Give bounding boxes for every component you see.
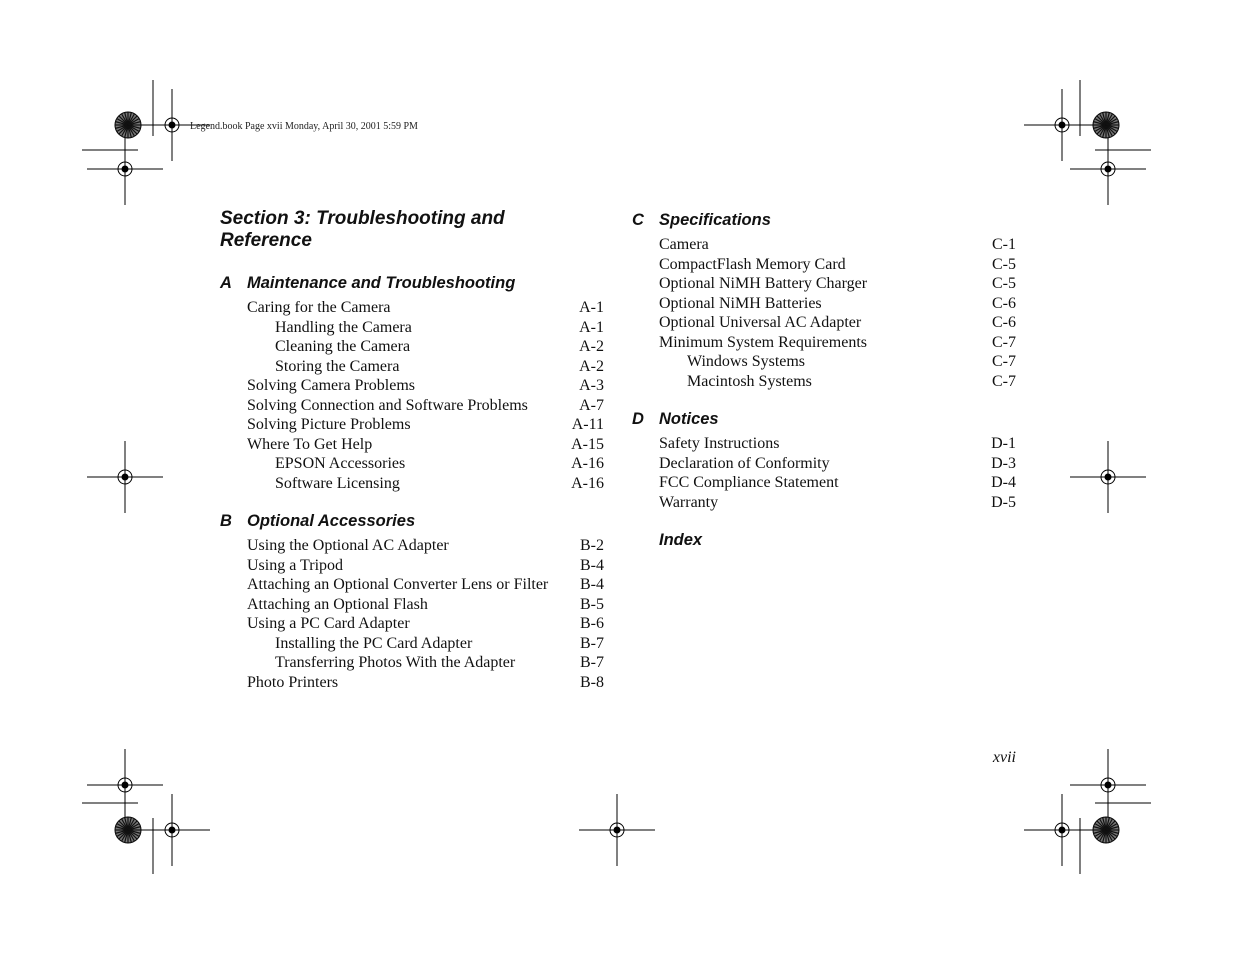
- toc-entry-title: Macintosh Systems: [687, 372, 812, 390]
- toc-entry[interactable]: [632, 313, 1016, 333]
- toc-section-name: Specifications: [659, 211, 771, 229]
- toc-entry-page: C-5: [992, 275, 1016, 292]
- toc-entry-list: [632, 434, 1016, 512]
- toc-left-column: [220, 208, 604, 692]
- toc-entry-title: Attaching an Optional Converter Lens or Filter: [247, 576, 549, 593]
- toc-section-letter: B: [220, 512, 232, 530]
- toc-entry-page: A-15: [571, 435, 604, 453]
- toc-entry-title: Windows Systems: [687, 353, 806, 370]
- toc-entry-page: C-6: [992, 294, 1016, 312]
- toc-section-heading[interactable]: [220, 272, 604, 294]
- toc-entry-page: B-2: [580, 537, 604, 554]
- toc-entry-title: Optional NiMH Batteries: [659, 294, 822, 312]
- toc-section-name: Maintenance and Troubleshooting: [247, 274, 516, 292]
- toc-entry-title: Transferring Photos With the Adapter: [275, 654, 516, 671]
- toc-entry-title: Solving Connection and Software Problems: [247, 396, 528, 414]
- toc-entry[interactable]: [632, 493, 1016, 513]
- toc-entry-page: C-5: [992, 255, 1016, 273]
- toc-entry[interactable]: [632, 255, 1016, 275]
- toc-entry-page: C-7: [992, 353, 1016, 370]
- toc-entry-title: Using a PC Card Adapter: [247, 615, 410, 632]
- star-target-icon: [115, 112, 141, 138]
- toc-entry[interactable]: [632, 473, 1016, 493]
- star-target-icon: [1093, 817, 1119, 843]
- toc-entry-title: Storing the Camera: [275, 357, 400, 375]
- toc-entry-title: Attaching an Optional Flash: [247, 595, 428, 613]
- toc-entry-page: D-1: [991, 435, 1016, 452]
- toc-entry-page: D-5: [991, 493, 1016, 511]
- toc-entry[interactable]: [220, 536, 604, 556]
- registration-mark-icon: [1070, 749, 1146, 821]
- toc-entry-page: B-4: [580, 556, 604, 574]
- star-target-icon: [1093, 112, 1119, 138]
- toc-entry-page: D-4: [991, 474, 1016, 491]
- toc-entry-list: [220, 536, 604, 692]
- toc-entry-page: C-7: [992, 333, 1016, 351]
- toc-entry-page: B-7: [580, 654, 604, 671]
- toc-entry-page: A-11: [571, 416, 604, 433]
- toc-entry-title: Using a Tripod: [247, 556, 344, 574]
- toc-entry-page: A-7: [579, 396, 604, 414]
- registration-mark-icon: [87, 133, 163, 205]
- toc-entry[interactable]: [220, 376, 604, 396]
- toc-section-heading[interactable]: [632, 529, 1016, 551]
- toc-section-heading[interactable]: [632, 209, 1016, 231]
- toc-entry-title: Solving Camera Problems: [247, 377, 415, 394]
- toc-entry[interactable]: [220, 298, 604, 318]
- toc-entry[interactable]: [632, 294, 1016, 314]
- registration-mark-icon: [87, 749, 163, 821]
- star-target-icon: [115, 817, 141, 843]
- toc-entry-list: [220, 298, 604, 493]
- toc-entry-page: C-6: [992, 314, 1016, 331]
- toc-section-heading[interactable]: [632, 408, 1016, 430]
- toc-entry-page: C-1: [992, 236, 1016, 253]
- toc-entry-title: Installing the PC Card Adapter: [275, 634, 473, 652]
- toc-entry-title: Handling the Camera: [275, 318, 412, 336]
- toc-entry[interactable]: [632, 434, 1016, 454]
- toc-entry-title: Using the Optional AC Adapter: [247, 537, 449, 554]
- toc-entry[interactable]: [220, 357, 604, 377]
- section-title-line-1: Section 3: Troubleshooting and: [220, 208, 505, 229]
- toc-entry[interactable]: [220, 634, 604, 654]
- toc-entry[interactable]: [220, 396, 604, 416]
- registration-mark-icon: [1070, 441, 1146, 513]
- print-slug-header: Legend.book Page xvii Monday, April 30, 2001 5:59 PM: [190, 121, 418, 132]
- toc-entry-page: A-2: [579, 357, 604, 375]
- toc-entry-page: B-8: [580, 673, 604, 691]
- toc-entry-title: EPSON Accessories: [275, 455, 406, 472]
- toc-entry-page: A-2: [579, 338, 604, 355]
- toc-entry-page: A-3: [579, 377, 604, 394]
- toc-entry-title: Optional Universal AC Adapter: [659, 314, 862, 331]
- toc-entry-page: B-6: [580, 615, 604, 632]
- toc-entry[interactable]: [220, 435, 604, 455]
- toc-entry-title: FCC Compliance Statement: [659, 474, 839, 491]
- toc-entry[interactable]: [632, 352, 1016, 372]
- toc-entry-page: B-4: [580, 576, 604, 593]
- toc-entry-title: Caring for the Camera: [247, 299, 391, 316]
- toc-entry[interactable]: [220, 614, 604, 634]
- toc-entry[interactable]: [632, 333, 1016, 353]
- toc-entry-page: B-5: [580, 595, 604, 613]
- toc-section-letter: C: [632, 211, 644, 229]
- toc-entry[interactable]: [220, 415, 604, 435]
- toc-entry[interactable]: [632, 235, 1016, 255]
- toc-entry-list: [632, 235, 1016, 391]
- toc-entry-page: C-7: [992, 372, 1016, 390]
- toc-section-letter: D: [632, 410, 644, 428]
- toc-entry[interactable]: [220, 454, 604, 474]
- toc-entry[interactable]: [632, 274, 1016, 294]
- toc-entry-page: A-1: [579, 318, 604, 336]
- toc-right-sections: [632, 209, 1016, 551]
- toc-entry[interactable]: [220, 673, 604, 693]
- registration-mark-icon: [1070, 133, 1146, 205]
- toc-section-letter: A: [220, 274, 232, 292]
- toc-entry-title: Cleaning the Camera: [275, 338, 411, 355]
- toc-entry-page: A-16: [571, 474, 604, 492]
- toc-entry[interactable]: [632, 372, 1016, 392]
- toc-entry-page: A-1: [579, 299, 604, 316]
- toc-entry-page: D-3: [991, 454, 1016, 472]
- section-title-line-2: Reference: [220, 230, 312, 251]
- toc-entry-title: Software Licensing: [275, 474, 400, 492]
- toc-entry-title: Declaration of Conformity: [659, 454, 830, 472]
- toc-entry-title: Photo Printers: [247, 673, 339, 691]
- toc-entry-page: A-16: [571, 455, 604, 472]
- toc-entry-title: Minimum System Requirements: [659, 333, 867, 351]
- registration-mark-icon: [1024, 794, 1100, 866]
- toc-entry[interactable]: [220, 575, 604, 595]
- toc-entry[interactable]: [220, 653, 604, 673]
- registration-mark-icon: [579, 794, 655, 866]
- toc-entry[interactable]: [220, 318, 604, 338]
- toc-entry-title: Warranty: [659, 493, 719, 511]
- toc-section-heading[interactable]: [220, 510, 604, 532]
- toc-section-name: Notices: [659, 410, 719, 428]
- toc-right-column: [632, 208, 1016, 555]
- toc-entry[interactable]: [220, 595, 604, 615]
- toc-entry-title: Safety Instructions: [659, 435, 780, 452]
- toc-entry-title: Where To Get Help: [247, 435, 373, 453]
- toc-entry-title: Solving Picture Problems: [247, 416, 411, 433]
- toc-entry-title: Optional NiMH Battery Charger: [659, 275, 868, 292]
- toc-entry-page: B-7: [580, 634, 604, 652]
- toc-entry[interactable]: [220, 337, 604, 357]
- toc-entry[interactable]: [632, 454, 1016, 474]
- toc-entry[interactable]: [220, 474, 604, 494]
- registration-mark-icon: [87, 441, 163, 513]
- registration-mark-icon: [134, 794, 210, 866]
- toc-section-name: Optional Accessories: [247, 512, 416, 530]
- toc-entry[interactable]: [220, 556, 604, 576]
- toc-entry-title: CompactFlash Memory Card: [659, 255, 846, 273]
- toc-section-name: Index: [659, 531, 703, 549]
- page-number: xvii: [992, 749, 1016, 766]
- toc-entry-title: Camera: [659, 236, 709, 253]
- registration-mark-icon: [1024, 89, 1100, 161]
- toc-left-sections: [220, 272, 604, 692]
- section-title: [220, 208, 604, 252]
